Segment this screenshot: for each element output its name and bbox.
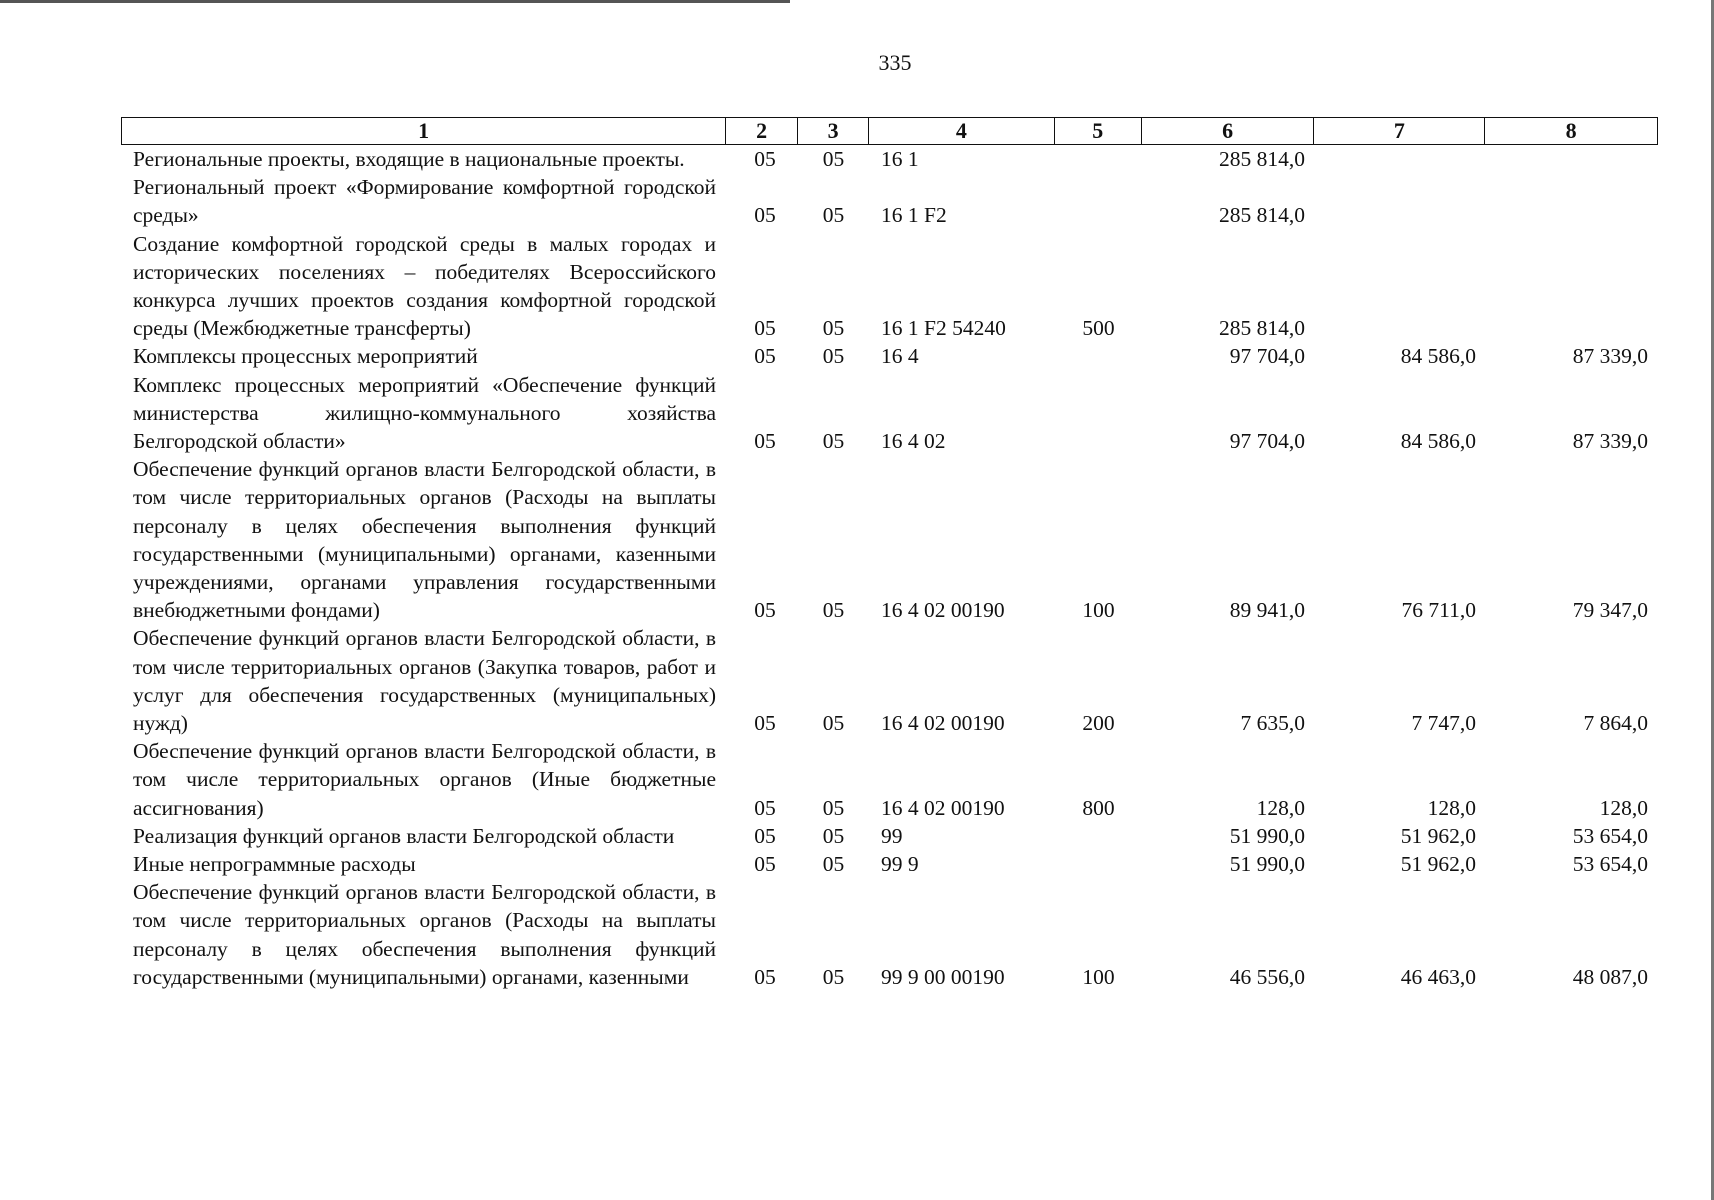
row-amount-col8: 7 864,0 [1583, 711, 1648, 736]
page-number: 335 [878, 50, 912, 75]
row-name: Иные непрограммные расходы [133, 852, 416, 877]
row-amount-col6: 285 814,0 [1219, 147, 1305, 171]
row-subsection: 05 [822, 316, 845, 341]
row-target-code: 16 1 [881, 147, 919, 171]
row-amount-col7: 84 586,0 [1400, 429, 1476, 454]
row-expense-type: 800 [1082, 795, 1115, 820]
table-row [121, 850, 1658, 878]
table-row [121, 737, 1658, 822]
table-row [121, 145, 1658, 173]
scan-edge-top [0, 0, 790, 3]
row-amount-col6: 51 990,0 [1229, 852, 1305, 877]
row-expense-type: 100 [1082, 964, 1115, 989]
row-amount-col8: 48 087,0 [1572, 964, 1648, 989]
table-row [121, 455, 1658, 624]
row-section: 05 [754, 429, 776, 454]
row-amount-col7: 128,0 [1427, 795, 1476, 820]
row-section: 05 [754, 852, 776, 877]
row-subsection: 05 [822, 429, 845, 454]
table-row [121, 624, 1658, 737]
row-target-code: 16 4 02 00190 [881, 711, 1005, 736]
row-name: Обеспечение функций органов власти Белгородской области, в том числе территориальных органов (Расходы на выплаты персоналу в целях обеспечения выполнения функций государственными (муниципальными) органами, казенными [133, 880, 716, 989]
header-col-2: 2 [726, 118, 798, 144]
row-amount-col8: 87 339,0 [1572, 429, 1648, 454]
row-subsection: 05 [822, 344, 845, 369]
row-section: 05 [754, 964, 776, 989]
row-amount-col6: 285 814,0 [1219, 316, 1305, 341]
row-section: 05 [754, 316, 776, 341]
row-amount-col6: 89 941,0 [1229, 598, 1305, 623]
row-amount-col7: 84 586,0 [1400, 344, 1476, 369]
row-subsection: 05 [822, 795, 845, 820]
row-amount-col6: 128,0 [1256, 795, 1305, 820]
header-col-8: 8 [1565, 118, 1577, 143]
row-target-code: 16 4 02 00190 [881, 795, 1005, 820]
table-row [121, 878, 1658, 991]
header-col-4: 4 [869, 118, 1055, 144]
row-amount-col8: 87 339,0 [1572, 344, 1648, 369]
row-amount-col7: 76 711,0 [1401, 598, 1476, 623]
row-section: 05 [754, 203, 776, 228]
row-target-code: 16 4 02 [881, 429, 946, 454]
table-row [121, 371, 1658, 456]
row-target-code: 99 [881, 823, 903, 848]
row-subsection: 05 [822, 203, 845, 228]
header-col-5: 5 [1055, 118, 1142, 144]
row-section: 05 [754, 795, 776, 820]
row-name: Обеспечение функций органов власти Белгородской области, в том числе территориальных органов (Иные бюджетные ассигнования) [133, 739, 716, 820]
row-amount-col8: 128,0 [1599, 795, 1648, 820]
row-target-code: 99 9 [881, 852, 919, 877]
header-col-1: 1 [122, 118, 726, 144]
row-amount-col8: 53 654,0 [1572, 852, 1648, 877]
row-amount-col7: 51 962,0 [1400, 852, 1476, 877]
row-subsection: 05 [822, 852, 845, 877]
table-row [121, 822, 1658, 850]
row-amount-col7: 7 747,0 [1411, 711, 1476, 736]
row-amount-col8: 79 347,0 [1572, 598, 1648, 623]
row-name: Создание комфортной городской среды в малых городах и исторических поселениях – победителях Всероссийского конкурса лучших проектов создания комфортной городской среды (Межбюджетные трансферты) [133, 231, 716, 341]
row-name: Комплекс процессных мероприятий «Обеспечение функций министерства жилищно-коммунального хозяйства Белгородской области» [133, 372, 716, 454]
row-name: Комплексы процессных мероприятий [133, 344, 478, 369]
table-body [121, 145, 1658, 991]
row-target-code: 16 4 02 00190 [881, 598, 1005, 623]
row-name: Обеспечение функций органов власти Белгородской области, в том числе территориальных органов (Расходы на выплаты персоналу в целях обеспечения выполнения функций государственными (муниципальными) органами, казенными учреждениями, органами управления государственными внебюджетными фондами) [133, 457, 716, 623]
row-expense-type: 100 [1082, 598, 1115, 623]
row-section: 05 [754, 711, 776, 736]
header-col-6: 6 [1142, 118, 1315, 144]
row-subsection: 05 [822, 964, 845, 989]
row-amount-col7: 46 463,0 [1400, 964, 1476, 989]
row-name: Региональные проекты, входящие в национальные проекты. [133, 147, 685, 171]
row-amount-col8: 53 654,0 [1572, 823, 1648, 848]
row-subsection: 05 [822, 598, 845, 623]
row-amount-col6: 51 990,0 [1229, 823, 1305, 848]
row-subsection: 05 [822, 147, 845, 171]
row-amount-col6: 7 635,0 [1240, 711, 1305, 736]
table-header [121, 117, 1658, 145]
row-subsection: 05 [822, 823, 845, 848]
row-expense-type: 200 [1082, 711, 1115, 736]
row-expense-type: 500 [1082, 316, 1115, 341]
header-col-3: 3 [798, 118, 869, 144]
row-subsection: 05 [822, 711, 845, 736]
row-amount-col6: 285 814,0 [1219, 203, 1305, 228]
row-section: 05 [754, 823, 776, 848]
row-target-code: 16 1 F2 [881, 203, 947, 228]
row-section: 05 [754, 344, 776, 369]
row-section: 05 [754, 598, 776, 623]
row-section: 05 [754, 147, 776, 171]
table-row [121, 230, 1658, 343]
row-target-code: 16 1 F2 54240 [881, 316, 1006, 341]
row-target-code: 99 9 00 00190 [881, 964, 1005, 989]
header-col-7: 7 [1314, 118, 1485, 144]
table-row [121, 173, 1658, 229]
row-name: Обеспечение функций органов власти Белгородской области, в том числе территориальных органов (Закупка товаров, работ и услуг для обеспечения государственных (муниципальных) нужд) [133, 626, 716, 736]
row-target-code: 16 4 [881, 344, 919, 369]
row-amount-col6: 97 704,0 [1229, 344, 1305, 369]
row-name: Региональный проект «Формирование комфортной городской среды» [133, 175, 716, 228]
row-amount-col6: 97 704,0 [1229, 429, 1305, 454]
row-amount-col6: 46 556,0 [1229, 964, 1305, 989]
row-name: Реализация функций органов власти Белгородской области [133, 823, 675, 848]
budget-table [121, 117, 1658, 991]
row-amount-col7: 51 962,0 [1400, 823, 1476, 848]
table-row [121, 342, 1658, 370]
